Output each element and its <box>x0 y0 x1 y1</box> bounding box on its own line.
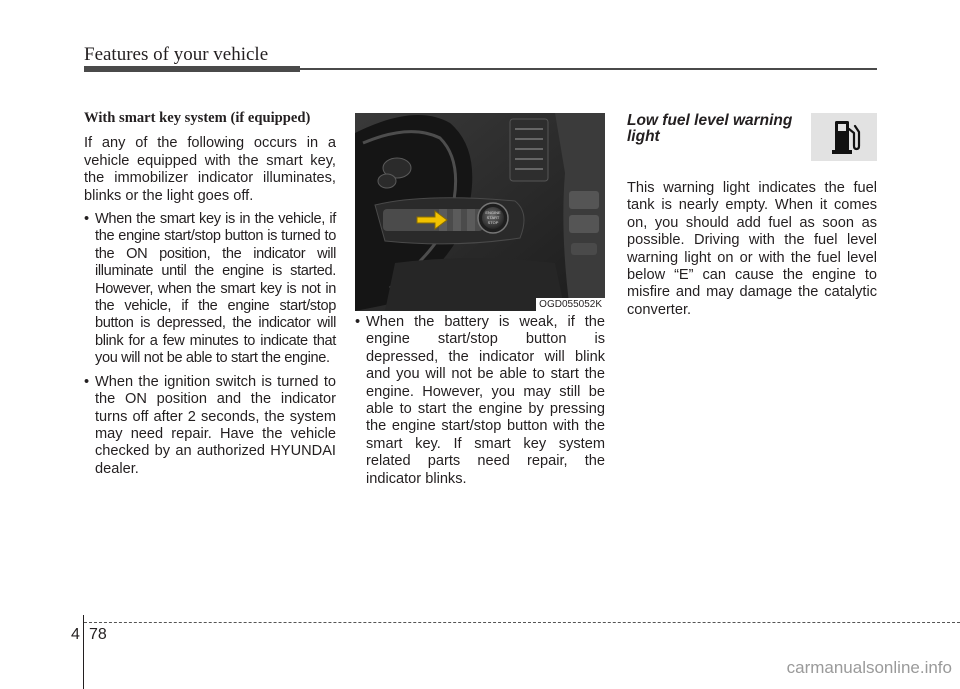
fuel-warning-body: This warning light indicates the fuel tank is nearly empty. When it comes on, you should add fuel as soon as possible. Driving with the fuel level warning light on or with the fuel level below “E” can cause the engine to misfire and may damage the catalytic converter. <box>627 180 877 318</box>
bullet-dot: • <box>84 211 89 228</box>
bullet-item <box>84 211 336 368</box>
page-number: 78 <box>89 626 107 643</box>
watermark: carmanualsonline.info <box>786 658 952 677</box>
smart-key-intro: If any of the following occurs in a vehicle equipped with the smart key, the immobilizer indicator illuminates, blinks or the light goes off. <box>84 135 336 204</box>
button-label: STOP <box>487 220 499 225</box>
smart-key-heading: With smart key system (if equipped) <box>84 110 311 126</box>
bullet-text: When the smart key is in the vehicle, if the engine start/stop button is turned to the ON position, the indicator will illuminate until the engine is started. However, when the smart key is not in the vehicle, if the engine start/stop button is depressed, the indicator will blink for a few minutes to indicate that you will not be able to start the engine. <box>95 211 336 367</box>
fuel-warning-heading: Low fuel level warning light <box>627 112 793 145</box>
middle-column <box>355 314 605 494</box>
fuel-pump-glyph <box>811 113 877 161</box>
bullet-item <box>84 374 336 478</box>
bullet-item <box>355 314 605 488</box>
bullet-text: When the battery is weak, if the engine start/stop button is depressed, the indicator will blink and you will not be able to start the engine. However, you may still be able to start the engine by pressing the engine start/stop button with the smart key. If smart key system related parts need repair, the indicator blinks. <box>366 314 605 487</box>
left-column <box>84 110 336 484</box>
button-label: START <box>486 215 500 220</box>
footer-rule <box>84 622 960 623</box>
bullet-dot: • <box>84 373 90 390</box>
fuel-pump-icon <box>811 113 877 161</box>
chapter-number: 4 <box>71 626 80 643</box>
ignition-photo <box>355 113 605 311</box>
header-rule-thick <box>84 66 300 72</box>
footer-divider <box>83 615 84 689</box>
image-code: OGD055052K <box>536 298 605 311</box>
button-label: ENGINE <box>485 210 501 215</box>
bullet-dot: • <box>355 314 361 330</box>
dashboard-illustration <box>355 113 605 311</box>
bullet-text: When the ignition switch is turned to the ON position and the indicator turns off after 2 seconds, the system may need repair. Have the vehicle checked by an authorized HYUNDAI dealer. <box>95 373 336 477</box>
section-title: Features of your vehicle <box>84 44 269 65</box>
header-rule-thin <box>300 68 877 70</box>
right-column <box>627 180 877 319</box>
